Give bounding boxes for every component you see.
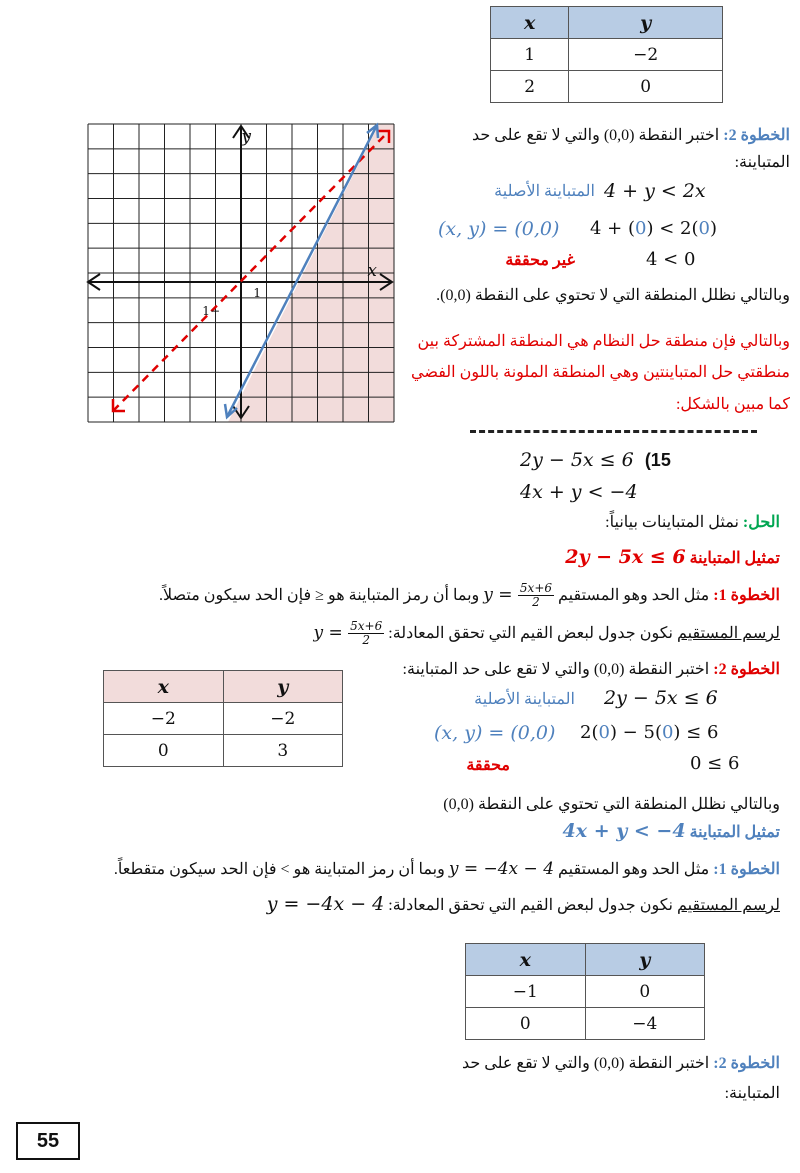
problem-15-header bbox=[520, 449, 671, 471]
value-table-3 bbox=[465, 943, 705, 1040]
frac-num: 5x+6 bbox=[350, 619, 383, 633]
table-header: y bbox=[223, 671, 343, 703]
x-axis-label: x bbox=[367, 261, 377, 281]
substitution bbox=[590, 218, 717, 239]
solution-label: الحل: bbox=[742, 514, 780, 531]
sub-zero: 0 bbox=[598, 722, 610, 743]
underlined-text: لرسم المستقيم bbox=[677, 625, 780, 642]
problem-number: (15 bbox=[644, 450, 671, 470]
table-cell: −1 bbox=[466, 976, 586, 1008]
conclusion-line-2: منطقتي حل المتباينتين وهي المنطقة الملونة باللون الفضي bbox=[410, 364, 790, 381]
original-inequality: 4 + y < 2x bbox=[604, 180, 706, 202]
line-equation bbox=[483, 581, 554, 609]
table-cell: 0 bbox=[466, 1008, 586, 1040]
test-point: (x, y) = (0,0) bbox=[438, 218, 560, 240]
b-step2-continuation: المتباينة: bbox=[724, 1085, 780, 1102]
value-table-1 bbox=[490, 6, 723, 103]
sub-part: ) < 2( bbox=[646, 218, 699, 239]
a-result: 0 ≤ 6 bbox=[690, 753, 740, 774]
section-divider bbox=[470, 430, 757, 433]
table-cell: −2 bbox=[223, 703, 343, 735]
step-label: الخطوة 1: bbox=[713, 861, 780, 878]
b-step1-line bbox=[114, 859, 780, 879]
line-equation: y = −4x − 4 bbox=[448, 859, 555, 879]
a-step1-line bbox=[159, 582, 780, 609]
a-original-label: المتباينة الأصلية bbox=[474, 691, 575, 708]
sub-part: 4 + ( bbox=[590, 218, 635, 239]
frac-num: 5x+6 bbox=[519, 581, 553, 595]
sub-part: 2( bbox=[580, 722, 599, 743]
solution-text: نمثل المتباينات بيانياً: bbox=[605, 514, 739, 531]
x-tick-label: 1 bbox=[253, 286, 261, 300]
shade-note: وبالتالي نظلل المنطقة التي لا تحتوي على النقطة (0,0). bbox=[436, 287, 790, 304]
y-axis-label: y bbox=[241, 127, 251, 147]
page-number: 55 bbox=[16, 1122, 80, 1160]
sub-zero: 0 bbox=[635, 218, 647, 239]
a-original-inequality: 2y − 5x ≤ 6 bbox=[604, 687, 718, 709]
table-header: x bbox=[466, 944, 586, 976]
step-text: مثل الحد وهو المستقيم bbox=[558, 587, 710, 604]
step-text: وبما أن رمز المتباينة هو ≤ فإن الحد سيكون متصلاً. bbox=[158, 587, 480, 604]
solution-intro bbox=[605, 512, 780, 532]
ineq-a-title bbox=[565, 546, 780, 568]
step2-line bbox=[472, 125, 790, 145]
y-tick-label: −1 bbox=[202, 304, 220, 318]
result-label: غير محققة bbox=[505, 252, 575, 269]
result: 4 < 0 bbox=[646, 249, 696, 270]
sub-zero: 0 bbox=[661, 722, 674, 743]
conclusion-line-1: وبالتالي فإن منطقة حل النظام هي المنطقة المشتركة بين bbox=[417, 333, 790, 350]
table-cell: −2 bbox=[104, 703, 224, 735]
a-step2-line bbox=[403, 659, 780, 679]
inequality-2: 4x + y < −4 bbox=[520, 481, 638, 503]
table-cell: −4 bbox=[585, 1008, 705, 1040]
title-math: 2y − 5x ≤ 6 bbox=[565, 546, 686, 568]
eq-lhs: y = bbox=[483, 585, 513, 605]
sub-part: ) ≤ 6 bbox=[673, 722, 719, 743]
frac-den: 2 bbox=[532, 595, 540, 609]
table-cell: 0 bbox=[585, 976, 705, 1008]
a-result-label: محققة bbox=[466, 757, 510, 774]
table-header: y bbox=[585, 944, 705, 976]
b-table-intro bbox=[267, 893, 780, 915]
table-header: x bbox=[104, 671, 224, 703]
title-math: 4x + y < −4 bbox=[562, 820, 686, 842]
original-inequality-label: المتباينة الأصلية bbox=[494, 183, 595, 200]
fraction bbox=[518, 582, 554, 609]
step-label: الخطوة 2: bbox=[723, 127, 790, 144]
title-text: تمثيل المتباينة bbox=[689, 824, 780, 841]
b-step2-line bbox=[462, 1053, 780, 1073]
step-label: الخطوة 2: bbox=[713, 661, 780, 678]
step-text: وبما أن رمز المتباينة هو > فإن الحد سيكون متقطعاً. bbox=[113, 861, 445, 878]
title-text: تمثيل المتباينة bbox=[689, 550, 780, 567]
table-cell: −2 bbox=[569, 39, 723, 71]
table-cell: 0 bbox=[104, 735, 224, 767]
intro-text: نكون جدول لبعض القيم التي تحقق المعادلة: bbox=[388, 625, 673, 642]
line-equation: y = −4x − 4 bbox=[266, 893, 385, 915]
value-table-2 bbox=[103, 670, 343, 767]
a-test-point: (x, y) = (0,0) bbox=[434, 722, 556, 744]
inequality-graph bbox=[80, 116, 400, 426]
step-text: مثل الحد وهو المستقيم bbox=[558, 861, 710, 878]
eq-lhs: y = bbox=[313, 623, 343, 643]
underlined-text: لرسم المستقيم bbox=[677, 897, 780, 914]
table-cell: 2 bbox=[491, 71, 569, 103]
step-text: اختبر النقطة (0,0) والتي لا تقع على حد المتباينة: bbox=[402, 661, 710, 678]
ineq-b-title bbox=[563, 820, 780, 842]
step-text: اختبر النقطة (0,0) والتي لا تقع على حد bbox=[461, 1055, 710, 1072]
line-equation bbox=[313, 619, 384, 647]
a-substitution bbox=[580, 722, 718, 743]
table-cell: 0 bbox=[569, 71, 723, 103]
a-shade-note: وبالتالي نظلل المنطقة التي تحتوي على النقطة (0,0) bbox=[443, 796, 780, 813]
sub-zero: 0 bbox=[698, 218, 710, 239]
intro-text: نكون جدول لبعض القيم التي تحقق المعادلة: bbox=[388, 897, 673, 914]
table-header: y bbox=[569, 7, 723, 39]
conclusion-line-3: كما مبين بالشكل: bbox=[675, 396, 790, 413]
sub-part: ) − 5( bbox=[609, 722, 662, 743]
sub-part: ) bbox=[709, 218, 717, 239]
table-cell: 3 bbox=[223, 735, 343, 767]
step-label: الخطوة 2: bbox=[713, 1055, 780, 1072]
fraction bbox=[348, 620, 384, 647]
table-header: x bbox=[491, 7, 569, 39]
a-table-intro bbox=[313, 620, 780, 647]
step-text: اختبر النقطة (0,0) والتي لا تقع على حد bbox=[471, 127, 720, 144]
table-cell: 1 bbox=[491, 39, 569, 71]
inequality-1: 2y − 5x ≤ 6 bbox=[520, 449, 634, 471]
step-label: الخطوة 1: bbox=[713, 587, 780, 604]
frac-den: 2 bbox=[362, 633, 371, 647]
step2-continuation: المتباينة: bbox=[734, 154, 790, 171]
